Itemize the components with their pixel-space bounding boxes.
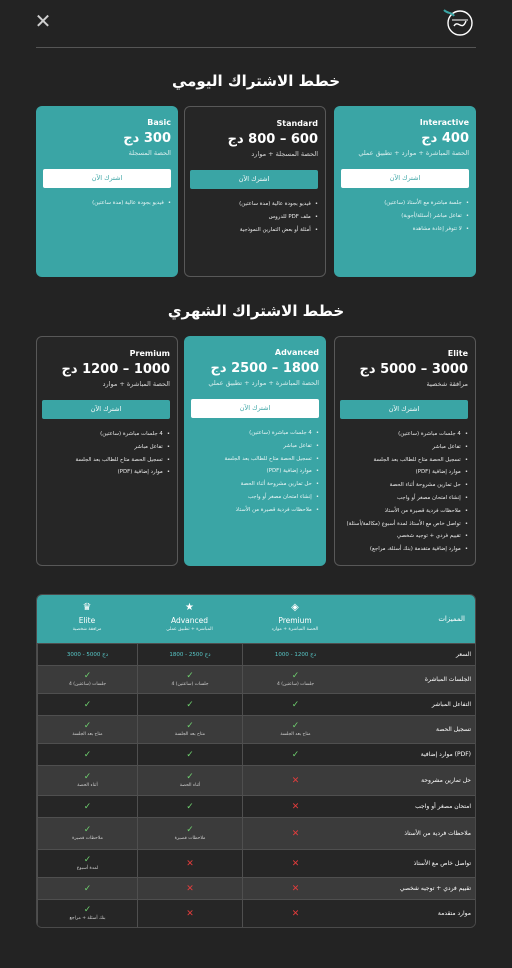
table-cell xyxy=(137,766,242,795)
check-icon: ✓ xyxy=(83,721,92,731)
cross-icon: ✕ xyxy=(186,883,194,894)
table-cell xyxy=(37,766,137,795)
list-item: • تسجيل الحصة متاح للطالب بعد الجلسة xyxy=(191,453,319,466)
list-item: • إنشاء امتحان مصغر أو واجب xyxy=(342,492,468,505)
plan-column-advanced xyxy=(137,595,242,643)
daily-card-basic xyxy=(36,106,178,277)
plan-column-subtitle: المباشرة + تطبيق عملي xyxy=(166,627,213,632)
table-cell xyxy=(137,878,242,899)
table-row xyxy=(37,795,475,817)
check-icon: ✓ xyxy=(83,905,92,915)
monthly-card-premium xyxy=(36,336,178,566)
cell-note: 4 جلسات (ساعتين) xyxy=(171,682,209,687)
subscribe-button[interactable]: اشترك الآن xyxy=(191,399,319,418)
subscribe-button[interactable]: اشترك الآن xyxy=(340,400,468,419)
daily-card-standard xyxy=(184,106,326,277)
cross-icon: ✕ xyxy=(291,883,300,894)
feature-label: موارد إضافية (PDF) xyxy=(420,751,471,758)
star-icon: ★ xyxy=(185,602,194,613)
check-icon: ✓ xyxy=(83,749,92,760)
table-cell xyxy=(37,716,137,743)
table-cell xyxy=(137,716,242,743)
table-cell xyxy=(242,666,348,693)
features-header: المميزات xyxy=(438,615,465,623)
plan-price: 3000 – 5000 دج xyxy=(359,362,468,377)
table-body xyxy=(37,643,475,927)
table-cell xyxy=(37,878,137,899)
plan-column-name: Advanced xyxy=(170,616,209,625)
check-icon: ✓ xyxy=(83,699,92,710)
table-cell xyxy=(37,694,137,715)
plan-column-premium xyxy=(242,595,348,643)
plan-features xyxy=(44,428,170,479)
subscribe-button[interactable]: اشترك الآن xyxy=(341,169,469,188)
table-header xyxy=(37,595,475,643)
table-cell xyxy=(37,850,137,877)
plan-name: Standard xyxy=(276,119,318,128)
table-cell xyxy=(37,796,137,817)
table-cell xyxy=(37,666,137,693)
list-item: • فيديو بجودة عالية (مدة ساعتين) xyxy=(43,197,171,210)
table-cell xyxy=(137,796,242,817)
check-icon: ✓ xyxy=(291,749,300,760)
cross-icon: ✕ xyxy=(291,775,300,786)
price-value: 1000 - 1200 دج xyxy=(274,651,317,658)
table-cell xyxy=(242,716,348,743)
plan-features xyxy=(191,427,319,517)
cross-icon: ✕ xyxy=(291,858,300,869)
plan-features xyxy=(192,198,318,236)
cross-icon: ✕ xyxy=(291,801,300,812)
list-item: • ملف PDF للدروس xyxy=(192,211,318,224)
check-icon: ✓ xyxy=(291,721,300,731)
crown-icon: ♛ xyxy=(82,602,92,613)
list-item: • تسجيل الحصة متاح للطالب بعد الجلسة xyxy=(44,454,170,467)
table-row xyxy=(37,665,475,693)
plan-subtitle: الحصة المسجلة xyxy=(128,149,171,157)
table-cell xyxy=(242,744,348,765)
table-cell xyxy=(137,644,242,665)
plan-column-name: Premium xyxy=(278,616,312,625)
table-row xyxy=(37,877,475,899)
plan-features xyxy=(341,197,469,235)
list-item: • تسجيل الحصة متاح للطالب بعد الجلسة xyxy=(342,454,468,467)
plan-name: Elite xyxy=(447,349,468,358)
plan-name: Basic xyxy=(147,118,171,127)
plan-name: Interactive xyxy=(419,118,469,127)
cell-note: أثناء الحصة xyxy=(77,783,98,788)
check-icon: ✓ xyxy=(83,772,92,782)
table-cell xyxy=(37,744,137,765)
daily-section-title: خطط الاشتراك اليومي xyxy=(171,72,341,90)
cell-note: ملاحظات قصيرة xyxy=(72,836,103,841)
plan-name: Premium xyxy=(129,349,170,358)
table-cell xyxy=(242,900,348,927)
feature-label: السعر xyxy=(455,651,471,658)
check-icon: ✓ xyxy=(186,749,194,760)
list-item: • جلسة مباشرة مع الأستاذ (ساعتين) xyxy=(341,197,469,210)
plan-subtitle: الحصة المباشرة + موارد xyxy=(102,380,170,388)
cell-note: أثناء الحصة xyxy=(179,783,201,788)
check-icon: ✓ xyxy=(186,671,194,681)
list-item: • تفاعل مباشر xyxy=(191,440,319,453)
price-value: 3000 - 5000 دج xyxy=(66,651,109,658)
plan-price: 400 دج xyxy=(421,131,469,146)
feature-label: ملاحظات فردية من الأستاذ xyxy=(404,830,471,837)
close-icon[interactable]: ✕ xyxy=(34,9,52,33)
table-row xyxy=(37,817,475,849)
subscribe-button[interactable]: اشترك الآن xyxy=(190,170,318,189)
list-item: • موارد إضافية (PDF) xyxy=(191,465,319,478)
table-row xyxy=(37,899,475,927)
plan-subtitle: الحصة المسجلة + موارد xyxy=(251,150,318,158)
plan-features xyxy=(43,197,171,210)
table-cell xyxy=(137,694,242,715)
cell-note: لمدة أسبوع xyxy=(76,866,99,871)
table-cell xyxy=(37,818,137,849)
cell-note: بنك أسئلة + مراجع xyxy=(69,916,106,921)
list-item: • تقييم فردي + توجيه شخصي xyxy=(342,530,468,543)
header-divider xyxy=(36,47,476,48)
table-row xyxy=(37,765,475,795)
price-value: 1800 - 2500 دج xyxy=(169,651,211,658)
list-item: • 4 جلسات مباشرة (ساعتين) xyxy=(44,428,170,441)
plan-subtitle: الحصة المباشرة + موارد + تطبيق عملي xyxy=(208,379,319,387)
table-cell xyxy=(242,796,348,817)
table-cell xyxy=(242,766,348,795)
cross-icon: ✕ xyxy=(291,908,300,919)
feature-label: تقييم فردي + توجيه شخصي xyxy=(399,885,471,892)
table-cell xyxy=(242,694,348,715)
cell-note: ملاحظات قصيرة xyxy=(174,836,206,841)
plan-price: 600 – 800 دج xyxy=(227,132,318,147)
plan-column-subtitle: الحصة المباشرة + موارد xyxy=(271,627,319,632)
list-item: • ملاحظات فردية قصيرة من الأستاذ xyxy=(342,505,468,518)
table-row xyxy=(37,643,475,665)
check-icon: ✓ xyxy=(83,671,92,681)
subscribe-button[interactable]: اشترك الآن xyxy=(42,400,170,419)
table-cell xyxy=(242,644,348,665)
plan-features xyxy=(342,428,468,556)
table-cell xyxy=(242,850,348,877)
list-item: • حل تمارين مشروحة أثناء الحصة xyxy=(342,479,468,492)
check-icon: ✓ xyxy=(186,721,194,731)
table-cell xyxy=(137,900,242,927)
check-icon: ✓ xyxy=(291,671,300,681)
table-row xyxy=(37,743,475,765)
check-icon: ✓ xyxy=(83,801,92,812)
monthly-section-title: خطط الاشتراك الشهري xyxy=(167,302,345,320)
check-icon: ✓ xyxy=(83,883,92,894)
list-item: • لا تتوفر إعادة مشاهدة xyxy=(341,223,469,236)
list-item: • 4 جلسات مباشرة (ساعتين) xyxy=(342,428,468,441)
list-item: • إنشاء امتحان مصغر أو واجب xyxy=(191,491,319,504)
list-item: • تفاعل مباشر (أسئلة/أجوبة) xyxy=(341,210,469,223)
cross-icon: ✕ xyxy=(291,828,300,839)
feature-label: الجلسات المباشرة xyxy=(424,676,471,683)
table-cell xyxy=(37,644,137,665)
list-item: • 4 جلسات مباشرة (ساعتين) xyxy=(191,427,319,440)
plan-column-elite xyxy=(37,595,137,643)
monthly-card-elite xyxy=(334,336,476,566)
list-item: • موارد إضافية متقدمة (بنك أسئلة، مراجع) xyxy=(342,543,468,556)
feature-label: موارد متقدمة xyxy=(437,910,471,917)
plan-column-name: Elite xyxy=(78,616,96,625)
check-icon: ✓ xyxy=(83,825,92,835)
list-item: • أمثلة أو بعض التمارين النموذجية xyxy=(192,224,318,237)
table-cell xyxy=(137,850,242,877)
table-cell xyxy=(137,744,242,765)
cross-icon: ✕ xyxy=(186,858,194,869)
table-cell xyxy=(137,666,242,693)
check-icon: ✓ xyxy=(83,855,92,865)
check-icon: ✓ xyxy=(186,801,194,812)
table-cell xyxy=(242,878,348,899)
table-cell xyxy=(242,818,348,849)
table-row xyxy=(37,849,475,877)
feature-label: تواصل خاص مع الأستاذ xyxy=(413,860,471,867)
check-icon: ✓ xyxy=(186,825,194,835)
list-item: • حل تمارين مشروحة أثناء الحصة xyxy=(191,478,319,491)
plan-subtitle: مرافقة شخصية xyxy=(426,380,468,388)
feature-label: حل تمارين مشروحة xyxy=(421,777,471,784)
cell-note: متاح بعد الجلسة xyxy=(72,732,103,737)
plan-name: Advanced xyxy=(274,348,319,357)
table-cell xyxy=(37,900,137,927)
monthly-card-advanced xyxy=(184,336,326,566)
check-icon: ✓ xyxy=(186,699,194,710)
plan-subtitle: الحصة المباشرة + موارد + تطبيق عملي xyxy=(358,149,469,157)
feature-label: التفاعل المباشر xyxy=(431,701,471,708)
plan-price: 300 دج xyxy=(123,131,171,146)
top-bar xyxy=(0,0,512,48)
cell-note: 4 جلسات (ساعتين) xyxy=(276,682,315,687)
cell-note: متاح بعد الجلسة xyxy=(280,732,311,737)
plan-price: 1000 – 1200 دج xyxy=(61,362,170,377)
diamond-icon: ◈ xyxy=(291,602,299,613)
table-row xyxy=(37,715,475,743)
cross-icon: ✕ xyxy=(186,908,194,919)
daily-card-interactive xyxy=(334,106,476,277)
table-row xyxy=(37,693,475,715)
list-item: • فيديو بجودة عالية (مدة ساعتين) xyxy=(192,198,318,211)
table-cell xyxy=(137,818,242,849)
list-item: • تفاعل مباشر xyxy=(44,441,170,454)
list-item: • موارد إضافية (PDF) xyxy=(342,466,468,479)
list-item: • ملاحظات فردية قصيرة من الأستاذ xyxy=(191,504,319,517)
subscribe-button[interactable]: اشترك الآن xyxy=(43,169,171,188)
comparison-table xyxy=(36,594,476,928)
feature-label: امتحان مصغر أو واجب xyxy=(415,803,471,810)
list-item: • تفاعل مباشر xyxy=(342,441,468,454)
cell-note: 4 جلسات (ساعتين) xyxy=(68,682,107,687)
feature-label: تسجيل الحصة xyxy=(436,726,471,733)
logo-icon xyxy=(438,6,478,40)
check-icon: ✓ xyxy=(186,772,194,782)
list-item: • تواصل خاص مع الأستاذ لمدة أسبوع (مكالمة/أسئلة) xyxy=(342,518,468,531)
plan-price: 1800 – 2500 دج xyxy=(210,361,319,376)
check-icon: ✓ xyxy=(291,699,300,710)
plan-column-subtitle: مرافقة شخصية xyxy=(72,627,102,632)
list-item: • موارد إضافية (PDF) xyxy=(44,466,170,479)
cell-note: متاح بعد الجلسة xyxy=(174,732,206,737)
